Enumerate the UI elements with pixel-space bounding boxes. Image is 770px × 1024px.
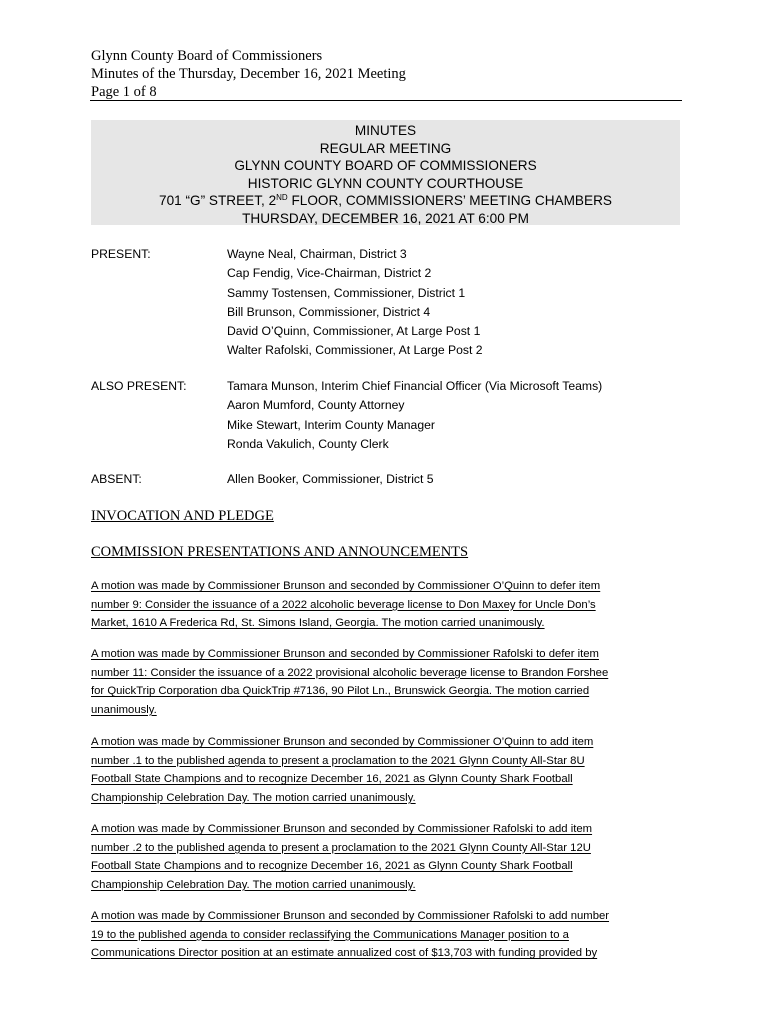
motion-line: number 11: Consider the issuance of a 2022 provisional alcoholic beverage license to Brandon Forshee [91, 666, 609, 679]
motion-line: number .2 to the published agenda to present a proclamation to the 2021 Glynn County All-Star 12U [91, 841, 591, 854]
also-present-names [227, 377, 697, 454]
also-present-name: Mike Stewart, Interim County Manager [227, 417, 435, 432]
motion-paragraph [91, 820, 683, 894]
motion-line: number 9: Consider the issuance of a 2022 alcoholic beverage license to Don Maxey for Uncle Don’s [91, 598, 596, 611]
motion-line: Football State Champions and to recognize December 16, 2021 as Glynn County Shark Football [91, 773, 573, 786]
motion-line: A motion was made by Commissioner Brunson and seconded by Commissioner Rafolski to add item [91, 823, 593, 835]
title-date: THURSDAY, DECEMBER 16, 2021 AT 6:00 PM [242, 210, 529, 226]
running-head-meeting: Minutes of the Thursday, December 16, 2021 Meeting [91, 66, 406, 82]
present-name: Wayne Neal, Chairman, District 3 [227, 247, 407, 261]
also-present-label: ALSO PRESENT: [91, 379, 187, 393]
invocation-heading: INVOCATION AND PLEDGE [91, 508, 274, 524]
motion-paragraph [91, 645, 683, 719]
motion-line: Championship Celebration Day. The motion carried unanimously. [91, 791, 416, 804]
motion-line: 19 to the published agenda to consider reclassifying the Communications Manager position to a [91, 928, 569, 941]
motion-paragraph [91, 907, 683, 963]
motion-line: Communications Director position at an estimate annualized cost of $13,703 with funding provided by [91, 947, 598, 960]
title-address-end: FLOOR, COMMISSIONERS’ MEETING CHAMBERS [287, 193, 612, 209]
motion-line: number .1 to the published agenda to present a proclamation to the 2021 Glynn County All-Star 8U [91, 754, 585, 767]
present-name: Bill Brunson, Commissioner, District 4 [227, 304, 431, 319]
present-names [227, 245, 697, 361]
motion-line: A motion was made by Commissioner Brunson and seconded by Commissioner Rafolski to add number [91, 910, 610, 922]
running-head-org: Glynn County Board of Commissioners [91, 48, 323, 64]
present-name: David O’Quinn, Commissioner, At Large Post 1 [227, 324, 481, 339]
motion-line: unanimously. [91, 703, 157, 716]
motion-paragraph [91, 733, 683, 807]
also-present-name: Aaron Mumford, County Attorney [227, 398, 405, 413]
absent-name: Allen Booker, Commissioner, District 5 [227, 472, 434, 486]
motion-line: A motion was made by Commissioner Brunson and seconded by Commissioner Rafolski to defer item [91, 648, 599, 660]
title-minutes: MINUTES [354, 123, 417, 138]
also-present-name: Ronda Vakulich, County Clerk [227, 436, 389, 451]
present-name: Walter Rafolski, Commissioner, At Large Post 2 [227, 343, 483, 358]
present-name: Sammy Tostensen, Commissioner, District 1 [227, 285, 466, 300]
motion-line: A motion was made by Commissioner Brunson and seconded by Commissioner O’Quinn to add item [91, 736, 594, 748]
motion-paragraph [91, 577, 683, 633]
motion-line: Championship Celebration Day. The motion carried unanimously. [91, 878, 416, 891]
motion-line: Market, 1610 A Frederica Rd, St. Simons Island, Georgia. The motion carried unanimously. [91, 617, 545, 630]
title-address-ordinal: ND [276, 193, 288, 203]
absent-label: ABSENT: [91, 472, 142, 486]
also-present-name: Tamara Munson, Interim Chief Financial Officer (Via Microsoft Teams) [227, 379, 603, 393]
title-venue: HISTORIC GLYNN COUNTY COURTHOUSE [247, 175, 524, 191]
motion-line: A motion was made by Commissioner Brunson and seconded by Commissioner O’Quinn to defer item [91, 580, 601, 592]
motion-line: for QuickTrip Corporation dba QuickTrip #7136, 90 Pilot Ln., Brunswick Georgia. The motion carried [91, 685, 590, 698]
presentations-heading: COMMISSION PRESENTATIONS AND ANNOUNCEMENTS [91, 544, 469, 560]
motion-line: Football State Champions and to recognize December 16, 2021 as Glynn County Shark Football [91, 860, 573, 873]
title-block [91, 120, 680, 225]
title-meeting-type: REGULAR MEETING [319, 140, 452, 156]
absent-names [227, 470, 697, 489]
running-head-page: Page 1 of 8 [91, 84, 157, 100]
title-address [91, 192, 680, 210]
header-rule [90, 100, 682, 101]
running-head [91, 47, 691, 101]
present-label: PRESENT: [91, 247, 151, 261]
title-board: GLYNN COUNTY BOARD OF COMMISSIONERS [234, 158, 537, 174]
present-name: Cap Fendig, Vice-Chairman, District 2 [227, 266, 432, 281]
title-address-start: 701 “G” STREET, 2 [159, 193, 277, 209]
